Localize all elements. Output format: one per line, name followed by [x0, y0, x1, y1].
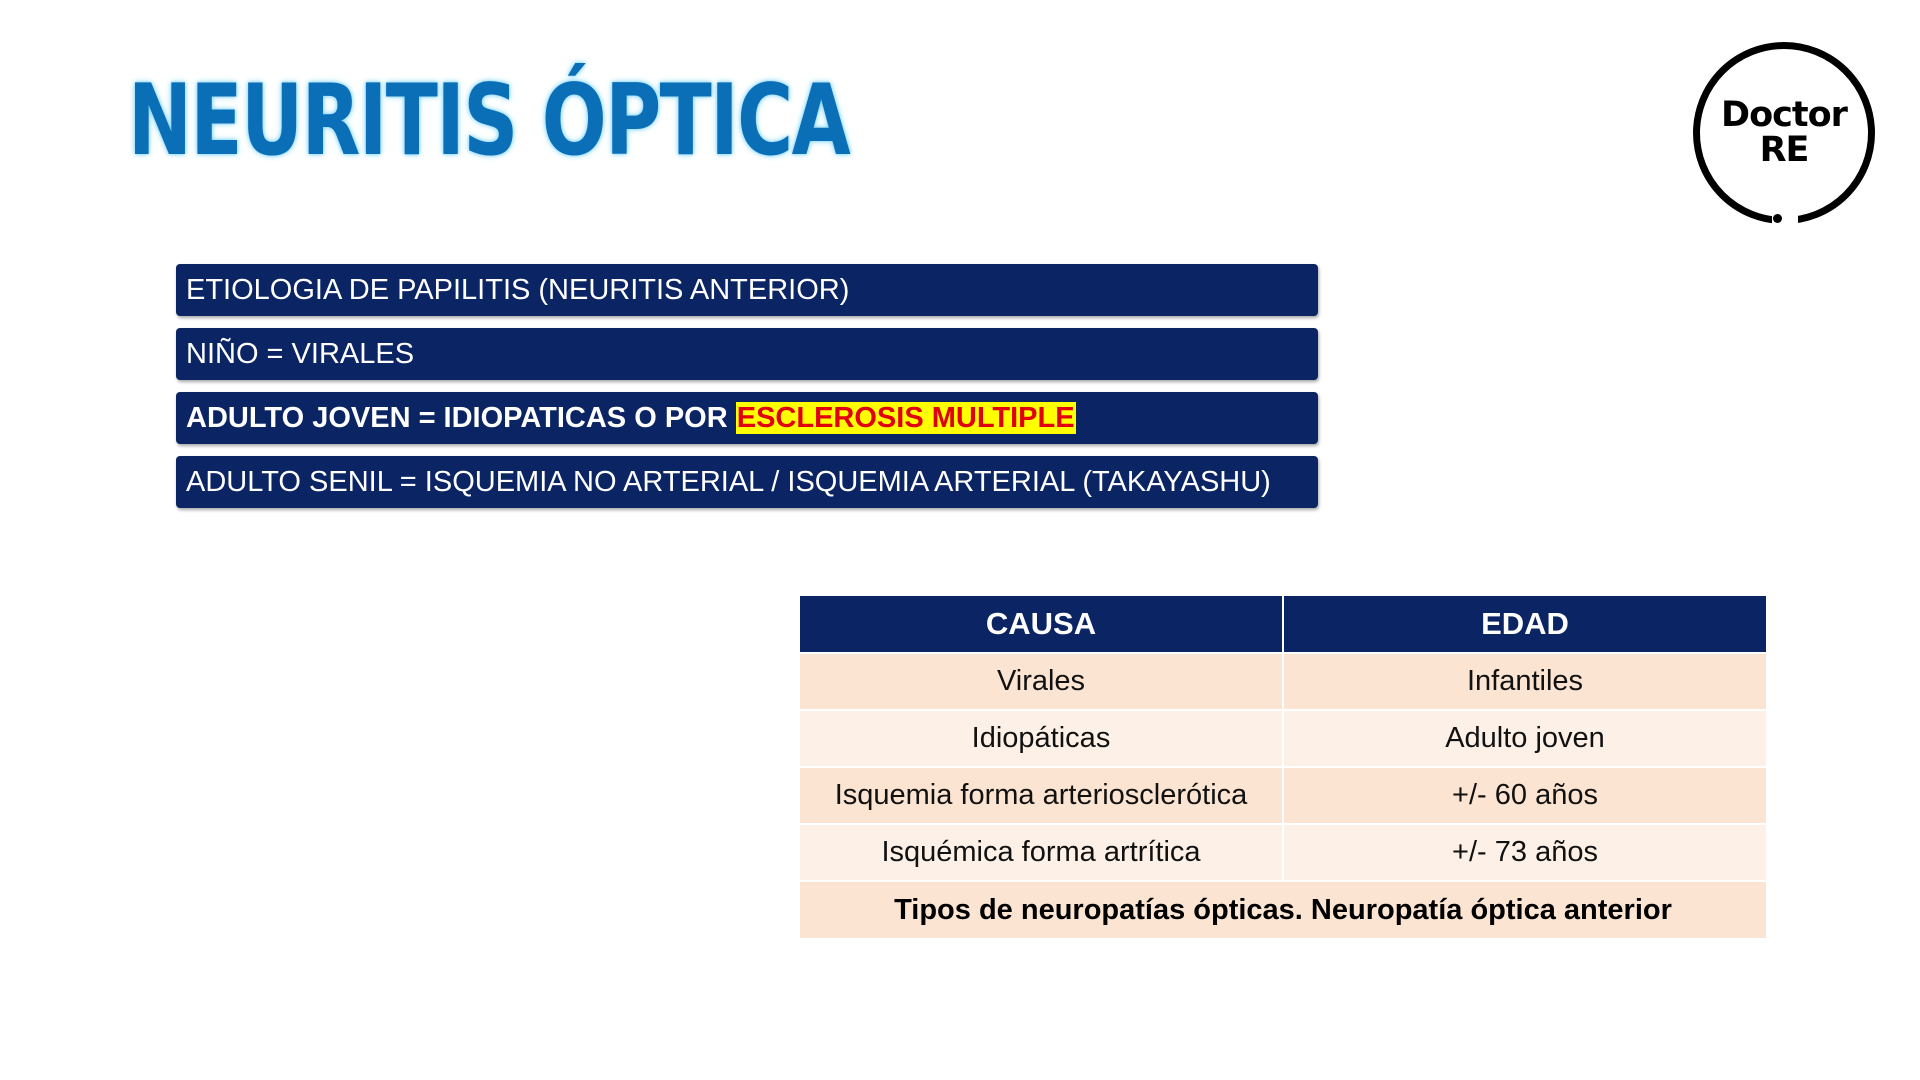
table-row	[799, 653, 1767, 710]
etiology-young-adult-bar	[176, 392, 1318, 444]
table-cell-causa: Isquemia forma arteriosclerótica	[799, 767, 1283, 824]
etiology-heading-bar	[176, 264, 1318, 316]
etiology-young-adult-text: ADULTO JOVEN = IDIOPATICAS O POR	[186, 402, 736, 434]
table-header-row	[799, 595, 1767, 653]
table-caption: Tipos de neuropatías ópticas. Neuropatía óptica anterior	[799, 881, 1767, 939]
table-cell-edad: +/- 73 años	[1283, 824, 1767, 881]
table-caption-row	[799, 881, 1767, 939]
logo-ring-dot	[1773, 214, 1782, 223]
table-cell-causa: Virales	[799, 653, 1283, 710]
slide-title: NEURITIS ÓPTICA	[128, 64, 850, 178]
table-row	[799, 767, 1767, 824]
table-header-edad: EDAD	[1283, 595, 1767, 653]
logo-line-2: RE	[1759, 130, 1809, 170]
table-header-causa: CAUSA	[799, 595, 1283, 653]
etiology-list	[176, 264, 1318, 520]
etiology-senior-bar	[176, 456, 1318, 508]
etiology-heading-text: ETIOLOGIA DE PAPILITIS (NEURITIS ANTERIOR)	[186, 274, 850, 306]
etiology-child-bar	[176, 328, 1318, 380]
logo-line-1: Doctor	[1721, 95, 1847, 135]
table-cell-causa: Isquémica forma artrítica	[799, 824, 1283, 881]
etiology-child-text: NIÑO = VIRALES	[186, 338, 415, 370]
table-cell-edad: +/- 60 años	[1283, 767, 1767, 824]
table-cell-edad: Adulto joven	[1283, 710, 1767, 767]
logo-text	[1721, 95, 1847, 170]
highlighted-term: ESCLEROSIS MULTIPLE	[736, 402, 1075, 434]
table-cell-causa: Idiopáticas	[799, 710, 1283, 767]
doctor-re-logo	[1693, 42, 1875, 224]
etiology-senior-text: ADULTO SENIL = ISQUEMIA NO ARTERIAL / ISQUEMIA ARTERIAL (TAKAYASHU)	[186, 466, 1271, 498]
table-row	[799, 710, 1767, 767]
cause-age-table	[798, 594, 1768, 940]
table-row	[799, 824, 1767, 881]
table-cell-edad: Infantiles	[1283, 653, 1767, 710]
